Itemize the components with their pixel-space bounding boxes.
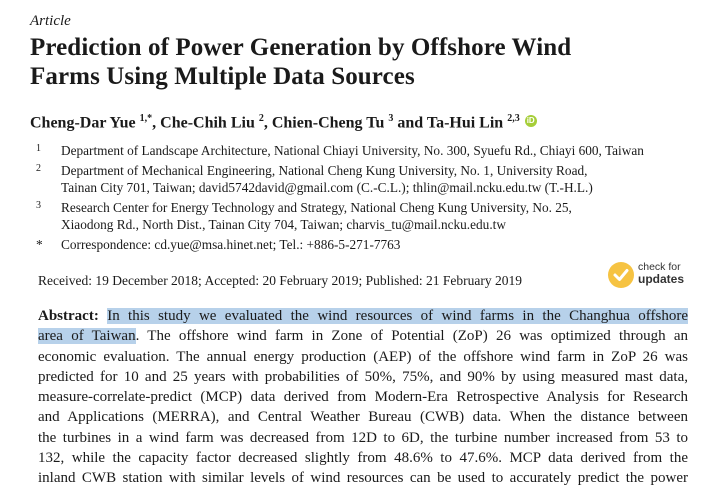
author-name[interactable]: Cheng-Dar Yue xyxy=(30,114,136,132)
author-separator: , xyxy=(152,114,161,132)
correspondence-text[interactable]: Correspondence: cd.yue@msa.hinet.net; Tel.: +886-5-271-7763 xyxy=(61,236,401,252)
affiliations xyxy=(36,142,696,255)
author-name[interactable]: Che-Chih Liu xyxy=(160,114,255,132)
author-affiliation-mark: 3 xyxy=(388,113,394,124)
affiliation-text: Department of Landscape Architecture, National Chiayi University, No. 300, Syuefu Rd., Chiayi 600, Taiwan xyxy=(61,143,644,158)
affiliation-text: Research Center for Energy Technology and Strategy, National Cheng Kung University, No. 25, xyxy=(61,199,572,215)
article-type-label: Article xyxy=(30,13,71,29)
abstract-line: predicted for 10 and 25 years with probabilities of 50%, 75%, and 90% by using measured mast data, xyxy=(38,368,688,385)
abstract-line: measure-correlate-predict (MCP) data derived from Modern-Era Retrospective Analysis for Research xyxy=(38,389,688,406)
badge-line1: check for xyxy=(638,261,681,273)
author-name[interactable]: Ta-Hui Lin xyxy=(426,114,504,132)
badge-line2: updates xyxy=(638,272,685,286)
badge-text xyxy=(638,261,684,285)
affiliation-text[interactable]: Tainan City 701, Taiwan; david5742david@gmail.com (C.-C.L.); thlin@mail.ncku.edu.tw (T.-H.L.) xyxy=(61,180,593,195)
abstract-line xyxy=(38,306,688,326)
orcid-icon[interactable]: iD xyxy=(526,116,535,126)
abstract-line: and Applications (MERRA), and Central Weather Bureau (CWB) data. When the distance between xyxy=(38,409,688,426)
affiliation-text: Department of Mechanical Engineering, National Cheng Kung University, No. 1, University Road, xyxy=(61,162,588,178)
affiliation-number: 1 xyxy=(36,143,41,154)
abstract-line: economic evaluation. The annual energy production (AEP) of the offshore wind farm in ZoP 26 was xyxy=(38,348,688,365)
abstract-label: Abstract: xyxy=(38,308,99,324)
highlighted-text[interactable]: area of Taiwan xyxy=(38,328,136,345)
affiliation-item xyxy=(36,142,696,160)
author-name[interactable]: Chien-Cheng Tu xyxy=(271,114,385,132)
correspondence-mark: * xyxy=(36,236,43,252)
abstract-line: the turbines in a wind farm was decreased from 12D to 6D, the turbine number increased from 53 to xyxy=(38,429,688,446)
abstract-line: 132, while the capacity factor decreased slightly from 48.6% to 47.6%. MCP data derived from the xyxy=(38,450,688,467)
title-line: Prediction of Power Generation by Offshore Wind xyxy=(30,34,572,61)
affiliation-text[interactable]: Xiaodong Rd., North Dist., Tainan City 704, Taiwan; charvis_tu@mail.ncku.edu.tw xyxy=(61,217,506,232)
check-for-updates-badge[interactable] xyxy=(608,260,688,292)
paper-title xyxy=(30,33,690,91)
affiliation-number: 3 xyxy=(36,199,41,211)
author-affiliation-mark: 2 xyxy=(258,113,264,124)
affiliation-number: 2 xyxy=(36,162,41,174)
correspondence-item xyxy=(36,236,696,254)
abstract xyxy=(38,306,688,489)
title-line: Farms Using Multiple Data Sources xyxy=(30,63,415,90)
publication-dates: Received: 19 December 2018; Accepted: 20 February 2019; Published: 21 February 2019 xyxy=(38,273,523,288)
author-separator: , xyxy=(263,114,272,132)
author-affiliation-mark: 2,3 xyxy=(507,113,520,124)
check-icon xyxy=(608,262,634,288)
author-separator: and xyxy=(393,114,427,132)
highlighted-text[interactable]: In this study we evaluated the wind resources of wind farms in the Changhua offshore xyxy=(107,308,689,324)
abstract-line: inland CWB station with similar levels of wind resources can be used to accurately predict the power xyxy=(38,470,688,487)
author-list xyxy=(30,113,537,132)
abstract-line: area of Taiwan. The offshore wind farm in Zone of Potential (ZoP) 26 was optimized through an xyxy=(38,328,688,345)
affiliation-item xyxy=(36,199,696,234)
author-affiliation-mark: 1,* xyxy=(139,113,153,124)
affiliation-item xyxy=(36,162,696,197)
